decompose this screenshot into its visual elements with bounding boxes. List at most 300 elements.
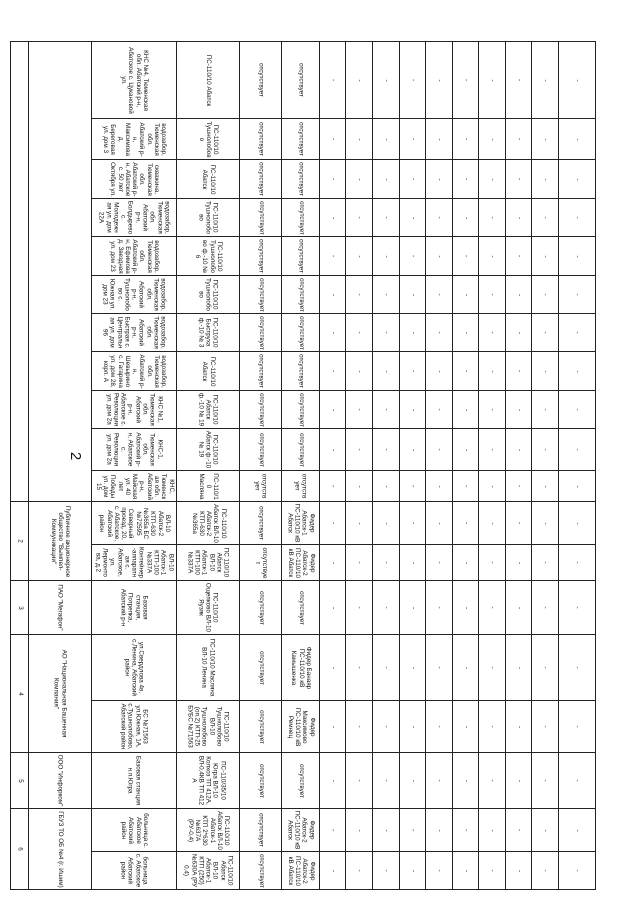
blank-cell	[531, 501, 559, 545]
blank-cell	[478, 198, 506, 237]
blank-cell	[345, 700, 373, 753]
blank-cell	[505, 544, 532, 581]
blank-cell	[399, 41, 426, 119]
owner-number-cell-text: 6	[16, 847, 24, 851]
blank-cell-text: -	[329, 521, 337, 525]
blank-cell	[399, 851, 426, 890]
backup2-cell-text: Фидер Абатск-2 ПС-110/10 кВ Абатск	[286, 547, 316, 578]
blank-cell-text: -	[409, 216, 417, 219]
blank-cell-text: -	[329, 216, 337, 219]
feeder-cell	[176, 470, 240, 502]
blank-cell-text: -	[382, 137, 390, 141]
blank-cell	[531, 428, 559, 471]
backup2-cell	[281, 752, 320, 809]
backup1-cell-text: отсутствует	[257, 63, 265, 97]
blank-cell	[345, 752, 373, 809]
blank-cell	[452, 275, 479, 314]
blank-cell-text: -	[329, 484, 337, 488]
location-cell	[91, 634, 177, 701]
location-cell	[91, 428, 177, 471]
feeder-cell-text: ПС-110/10 Абатск ф.-10 № 19	[197, 430, 219, 469]
location-cell-text: скважина, Тюменская обл. Абатский р-н, Абатское с. 50 лет Октября ул.	[108, 161, 160, 197]
blank-cell	[425, 544, 453, 581]
blank-cell-text: -	[355, 779, 363, 782]
backup2-cell-text: отсутствует	[297, 432, 305, 467]
blank-cell	[452, 351, 479, 391]
feeder-cell-text: ПС-110/10 Тушнолобово ВЛ-10 Тушнолобово (оп.2) КТП-25 БУБС №71563	[186, 705, 230, 748]
blank-cell-text: -	[355, 828, 363, 832]
owner-number-cell-text: 5	[16, 778, 24, 783]
blank-cell	[399, 808, 426, 852]
blank-cell	[452, 198, 479, 237]
blank-cell	[372, 41, 400, 119]
blank-cell	[478, 851, 506, 890]
blank-cell	[505, 634, 532, 701]
blank-cell	[478, 752, 506, 809]
backup1-cell-text: отсутствует	[257, 432, 265, 467]
blank-cell-text: -	[488, 216, 496, 219]
feeder-cell	[176, 41, 240, 119]
blank-cell	[319, 159, 346, 199]
backup2-cell	[281, 236, 320, 276]
blank-cell	[319, 634, 346, 701]
backup2-cell-text: отсутствует	[297, 63, 305, 97]
blank-cell-text: -	[355, 408, 363, 411]
blank-cell	[372, 544, 400, 581]
blank-cell-text: -	[329, 331, 337, 334]
feeder-cell	[176, 313, 240, 352]
backup1-cell	[239, 275, 282, 314]
blank-cell-text: -	[541, 216, 549, 219]
blank-cell-text: -	[541, 293, 549, 296]
feeder-cell	[176, 634, 240, 701]
blank-cell	[558, 580, 596, 635]
location-cell-text: БС №71563 ул.Южная, 1А, с.Тушнолобово, Абатский район	[119, 703, 149, 750]
location-cell	[91, 470, 177, 502]
owner-name-cell	[28, 752, 92, 809]
backup1-cell-text: отсутствует	[257, 709, 265, 744]
blank-cell	[558, 159, 596, 199]
blank-cell	[558, 236, 596, 276]
blank-cell	[319, 198, 346, 237]
location-cell	[91, 313, 177, 352]
blank-cell-text: -	[329, 606, 337, 609]
backup1-cell	[239, 808, 282, 852]
feeder-cell-text: ПС-110/10 Ощепково ВЛ-10 Яузяк	[197, 582, 219, 633]
blank-cell-text: -	[355, 561, 363, 564]
blank-cell-text: -	[488, 779, 496, 782]
blank-cell-text: -	[541, 779, 549, 782]
backup2-cell	[281, 198, 320, 237]
location-cell-text: ул.Свердлова 4в, с.Ленина, Абатский район	[123, 639, 145, 696]
blank-cell-text: -	[435, 561, 443, 564]
blank-cell-text: -	[382, 448, 390, 451]
feeder-cell	[176, 236, 240, 276]
blank-cell-text: -	[541, 408, 549, 411]
blank-cell	[425, 41, 453, 119]
blank-cell-text: -	[515, 484, 523, 488]
backup2-cell-text: отсутствует	[297, 277, 305, 312]
blank-cell	[319, 313, 346, 352]
blank-cell-text: -	[573, 293, 581, 296]
feeder-cell-text: ПС-110/10 Абатск	[201, 356, 216, 386]
blank-cell-text: -	[382, 725, 390, 728]
blank-cell	[319, 351, 346, 391]
blank-cell	[452, 501, 479, 545]
blank-cell-text: -	[382, 606, 390, 609]
blank-cell	[452, 851, 479, 890]
location-cell-text: КНС №1, Тюменская обл. Абатский р-н, Абатское с. Революции ул. дом 2а	[105, 392, 164, 427]
blank-cell	[558, 634, 596, 701]
blank-cell	[345, 851, 373, 890]
location-cell-text: водозабор, Тюменская обл. Абатский р-н, Максимова д. Береговая ул. дом 3	[101, 121, 167, 157]
blank-cell	[531, 159, 559, 199]
blank-cell-text: -	[329, 177, 337, 181]
blank-cell-text: -	[488, 869, 496, 872]
blank-cell-text: -	[515, 293, 523, 296]
blank-cell	[372, 236, 400, 276]
blank-cell	[531, 700, 559, 753]
blank-cell	[372, 752, 400, 809]
owner-name-cell-text: АО "Национальная Башенная Компания"	[53, 649, 68, 738]
location-cell-text: Базовая станция, Потрепка, Абатский р-н	[119, 588, 149, 627]
backup2-cell-text: Фидер Абатск-2 ПС-110/10 кВ Абатск	[286, 855, 316, 886]
blank-cell	[452, 752, 479, 809]
blank-cell-text: -	[541, 369, 549, 373]
blank-cell-text: -	[462, 137, 470, 141]
blank-cell	[319, 118, 346, 160]
feeder-cell	[176, 159, 240, 199]
backup2-cell	[281, 470, 320, 502]
blank-cell	[531, 351, 559, 391]
blank-cell-text: -	[515, 725, 523, 728]
blank-cell-text: -	[541, 725, 549, 728]
blank-cell-text: -	[355, 331, 363, 334]
blank-cell-text: -	[462, 666, 470, 669]
backup2-cell	[281, 634, 320, 701]
backup1-cell-text: отсутствует	[257, 763, 265, 798]
blank-cell-text: -	[488, 725, 496, 728]
blank-cell-text: -	[515, 254, 523, 258]
feeder-cell	[176, 198, 240, 237]
blank-cell	[425, 634, 453, 701]
blank-cell-text: -	[382, 177, 390, 181]
blank-cell-text: -	[488, 369, 496, 373]
owner-name-cell-text: ГБУЗ ТО ОБ №4 (г. Ишим)	[56, 810, 64, 888]
blank-cell-text: -	[573, 408, 581, 411]
location-cell	[91, 351, 177, 391]
backup1-cell-text: отсутствует	[257, 239, 265, 273]
blank-cell	[399, 118, 426, 160]
feeder-cell-text: ПС-110/10 Тушнолобово ф.-10 № 6	[193, 239, 223, 273]
blank-cell-text: -	[541, 561, 549, 564]
location-cell	[91, 851, 177, 890]
backup2-cell	[281, 313, 320, 352]
blank-cell	[345, 275, 373, 314]
blank-cell-text: -	[329, 828, 337, 832]
blank-cell-text: -	[462, 408, 470, 411]
blank-cell-text: -	[488, 254, 496, 258]
backup2-cell-text: отсутствует	[297, 763, 305, 798]
blank-cell	[452, 41, 479, 119]
backup2-cell-text: отсутствует	[297, 200, 305, 235]
backup2-cell	[281, 544, 320, 581]
blank-cell	[319, 236, 346, 276]
blank-cell-text: -	[462, 331, 470, 334]
blank-cell-text: -	[382, 561, 390, 564]
blank-cell	[345, 470, 373, 502]
blank-cell-text: -	[462, 828, 470, 832]
blank-cell-text: -	[462, 869, 470, 872]
feeder-cell-text: ПС-110/10 Абатск ВЛ-10 Абатск-1 КТП 2*630 №637А (РУ-0,4)	[186, 810, 230, 850]
blank-cell-text: -	[409, 254, 417, 258]
owner-number-cell-text	[13, 44, 27, 500]
feeder-cell-text: ПС-110/10 Тушнолобово	[197, 201, 219, 234]
blank-cell	[558, 118, 596, 160]
blank-cell	[372, 118, 400, 160]
blank-cell	[345, 544, 373, 581]
feeder-cell	[176, 752, 240, 809]
blank-cell-text: -	[409, 293, 417, 296]
blank-cell-text: -	[573, 216, 581, 219]
blank-cell-text: -	[541, 606, 549, 609]
blank-cell-text: -	[382, 666, 390, 669]
blank-cell	[345, 808, 373, 852]
owner-name-cell	[28, 501, 92, 581]
blank-cell	[319, 428, 346, 471]
blank-cell	[425, 470, 453, 502]
blank-cell-text: -	[515, 408, 523, 411]
backup1-cell-text: отсутствует	[257, 853, 265, 888]
blank-cell	[399, 198, 426, 237]
blank-cell-text: -	[355, 521, 363, 525]
blank-cell-text: -	[382, 216, 390, 219]
blank-cell	[372, 470, 400, 502]
blank-cell	[531, 580, 559, 635]
blank-cell-text: -	[573, 78, 581, 82]
blank-cell-text: -	[541, 177, 549, 181]
blank-cell-text: -	[488, 521, 496, 525]
blank-cell	[425, 313, 453, 352]
backup2-cell-text: отсутствует	[297, 122, 305, 156]
blank-cell-text: -	[488, 484, 496, 488]
blank-cell	[399, 470, 426, 502]
blank-cell	[505, 390, 532, 429]
blank-cell	[372, 851, 400, 890]
blank-cell-text: -	[435, 369, 443, 373]
backup1-cell	[239, 313, 282, 352]
backup1-cell-text: отсутствует	[257, 590, 265, 625]
blank-cell-text: -	[435, 216, 443, 219]
blank-cell-text: -	[488, 78, 496, 82]
backup2-cell	[281, 428, 320, 471]
blank-cell-text: -	[488, 606, 496, 609]
blank-cell-text: -	[435, 521, 443, 525]
backup1-cell	[239, 198, 282, 237]
blank-cell	[531, 275, 559, 314]
blank-cell	[345, 390, 373, 429]
feeder-cell-text: ПС-110/10 Абатск ВЛ-10 Абатск-1 КТП (250) №630А (РУ 0,4)	[182, 853, 234, 888]
blank-cell	[319, 275, 346, 314]
blank-cell-text: -	[573, 869, 581, 872]
backup1-cell	[239, 428, 282, 471]
blank-cell	[478, 470, 506, 502]
blank-cell	[478, 808, 506, 852]
blank-cell-text: -	[382, 869, 390, 872]
blank-cell	[345, 198, 373, 237]
blank-cell-text: -	[409, 369, 417, 373]
location-cell	[91, 808, 177, 852]
blank-cell	[399, 275, 426, 314]
backup2-cell-text: отсутствует	[297, 354, 305, 388]
feeder-cell-text: ПС-110/10 Быструха ф.-10 № 3	[197, 317, 219, 348]
blank-cell	[558, 390, 596, 429]
feeder-cell-text: ПС-110/10 Абатск	[204, 54, 212, 106]
blank-cell-text: -	[355, 725, 363, 728]
blank-cell-text: -	[409, 484, 417, 488]
blank-cell-text: -	[541, 666, 549, 669]
blank-cell-text: -	[541, 137, 549, 141]
blank-cell-text: -	[435, 666, 443, 669]
blank-cell	[399, 428, 426, 471]
location-cell-text: водозабор, Тюменская обл. Абатский р-н, Шевырино с. Гагарина ул. дом 28, корп. А	[101, 353, 167, 389]
blank-cell-text: -	[488, 408, 496, 411]
location-cell	[91, 236, 177, 276]
backup1-cell-text: отсутствует	[257, 315, 265, 350]
blank-cell	[505, 118, 532, 160]
blank-cell	[425, 198, 453, 237]
feeder-cell-text: ПС-110/10 Тушнолобово	[197, 120, 219, 158]
blank-cell-text: -	[435, 254, 443, 258]
owner-name-cell-text	[31, 44, 90, 500]
blank-cell-text: -	[355, 216, 363, 219]
backup1-cell	[239, 118, 282, 160]
blank-cell	[372, 313, 400, 352]
location-cell-text: ВЛ-10 Абатск-1 КТП-100 №337А Контейнер-аппаратная с. Абатское, ул. Лермонтова, д.2	[94, 547, 175, 578]
backup1-cell	[239, 580, 282, 635]
backup1-cell-text: отсутствует	[257, 277, 265, 312]
backup1-cell	[239, 544, 282, 581]
blank-cell-text: -	[515, 869, 523, 872]
blank-cell-text: -	[573, 331, 581, 334]
backup2-cell	[281, 851, 320, 890]
blank-cell	[425, 236, 453, 276]
blank-cell	[425, 275, 453, 314]
blank-cell	[452, 428, 479, 471]
feeder-cell-text: ПС-110/10 Тушнолобово	[197, 278, 219, 311]
blank-cell-text: -	[355, 78, 363, 82]
blank-cell	[531, 118, 559, 160]
location-cell-text: больница с. Абатское Абатский район	[119, 853, 149, 888]
blank-cell-text: -	[409, 448, 417, 451]
blank-cell-text: -	[541, 78, 549, 82]
blank-cell	[505, 700, 532, 753]
blank-cell-text: -	[435, 408, 443, 411]
blank-cell	[505, 275, 532, 314]
blank-cell	[558, 851, 596, 890]
blank-cell	[372, 808, 400, 852]
blank-cell-text: -	[355, 448, 363, 451]
blank-cell-text: -	[515, 369, 523, 373]
blank-cell-text: -	[573, 561, 581, 564]
backup2-cell	[281, 159, 320, 199]
blank-cell	[345, 236, 373, 276]
blank-cell-text: -	[409, 666, 417, 669]
backup1-cell	[239, 159, 282, 199]
blank-cell-text: -	[409, 408, 417, 411]
blank-cell	[558, 501, 596, 545]
location-cell	[91, 390, 177, 429]
blank-cell-text: -	[435, 828, 443, 832]
backup1-cell-text: отсутствует	[257, 162, 265, 196]
backup2-cell-text: отсутствует	[297, 239, 305, 273]
backup1-cell	[239, 470, 282, 502]
blank-cell	[425, 700, 453, 753]
blank-cell	[345, 159, 373, 199]
blank-cell	[452, 159, 479, 199]
owner-number-cell	[10, 752, 29, 809]
blank-cell	[452, 118, 479, 160]
blank-cell	[478, 634, 506, 701]
blank-cell	[478, 501, 506, 545]
owner-number-cell	[10, 501, 29, 581]
blank-cell	[372, 159, 400, 199]
blank-cell-text: -	[515, 78, 523, 82]
blank-cell	[478, 580, 506, 635]
backup2-cell	[281, 580, 320, 635]
location-cell	[91, 544, 177, 581]
blank-cell-text: -	[435, 725, 443, 728]
feeder-cell	[176, 351, 240, 391]
blank-cell	[372, 634, 400, 701]
blank-cell	[505, 752, 532, 809]
backup1-cell-text: отсутствует	[257, 506, 265, 540]
backup2-cell-text: Фидер Абатск-2 ПС-110/10 кВ Абатск	[286, 810, 316, 850]
blank-cell-text: -	[515, 666, 523, 669]
feeder-cell	[176, 580, 240, 635]
backup1-cell	[239, 351, 282, 391]
blank-cell	[372, 428, 400, 471]
blank-cell	[531, 313, 559, 352]
feeder-cell	[176, 501, 240, 545]
blank-cell-text: -	[541, 448, 549, 451]
location-cell-text: водозабор, Тюменская обл. Абатский р-н, Болдырево с. Молодежная ул. дом 22А	[97, 200, 171, 235]
blank-cell-text: -	[488, 177, 496, 181]
blank-cell-text: -	[382, 254, 390, 258]
blank-cell	[425, 390, 453, 429]
feeder-cell	[176, 428, 240, 471]
blank-cell	[531, 198, 559, 237]
blank-cell	[478, 544, 506, 581]
blank-cell-text: -	[355, 666, 363, 669]
blank-cell-text: -	[382, 484, 390, 488]
backup2-cell	[281, 390, 320, 429]
location-cell	[91, 752, 177, 809]
owner-number-cell-text: 3	[16, 605, 24, 610]
blank-cell	[452, 634, 479, 701]
blank-cell-text: -	[573, 369, 581, 373]
rotated-data-table	[16, 41, 594, 889]
blank-cell	[319, 580, 346, 635]
blank-cell	[478, 275, 506, 314]
blank-cell	[478, 41, 506, 119]
blank-cell	[478, 700, 506, 753]
blank-cell-text: -	[462, 216, 470, 219]
blank-cell-text: -	[462, 725, 470, 728]
location-cell-text: водозабор, Тюменская обл. Абатский р-н, Ефимова д. Звездная ул. дом 23	[108, 238, 160, 274]
backup1-cell	[239, 41, 282, 119]
backup1-cell-text: отсутствует	[257, 650, 265, 685]
